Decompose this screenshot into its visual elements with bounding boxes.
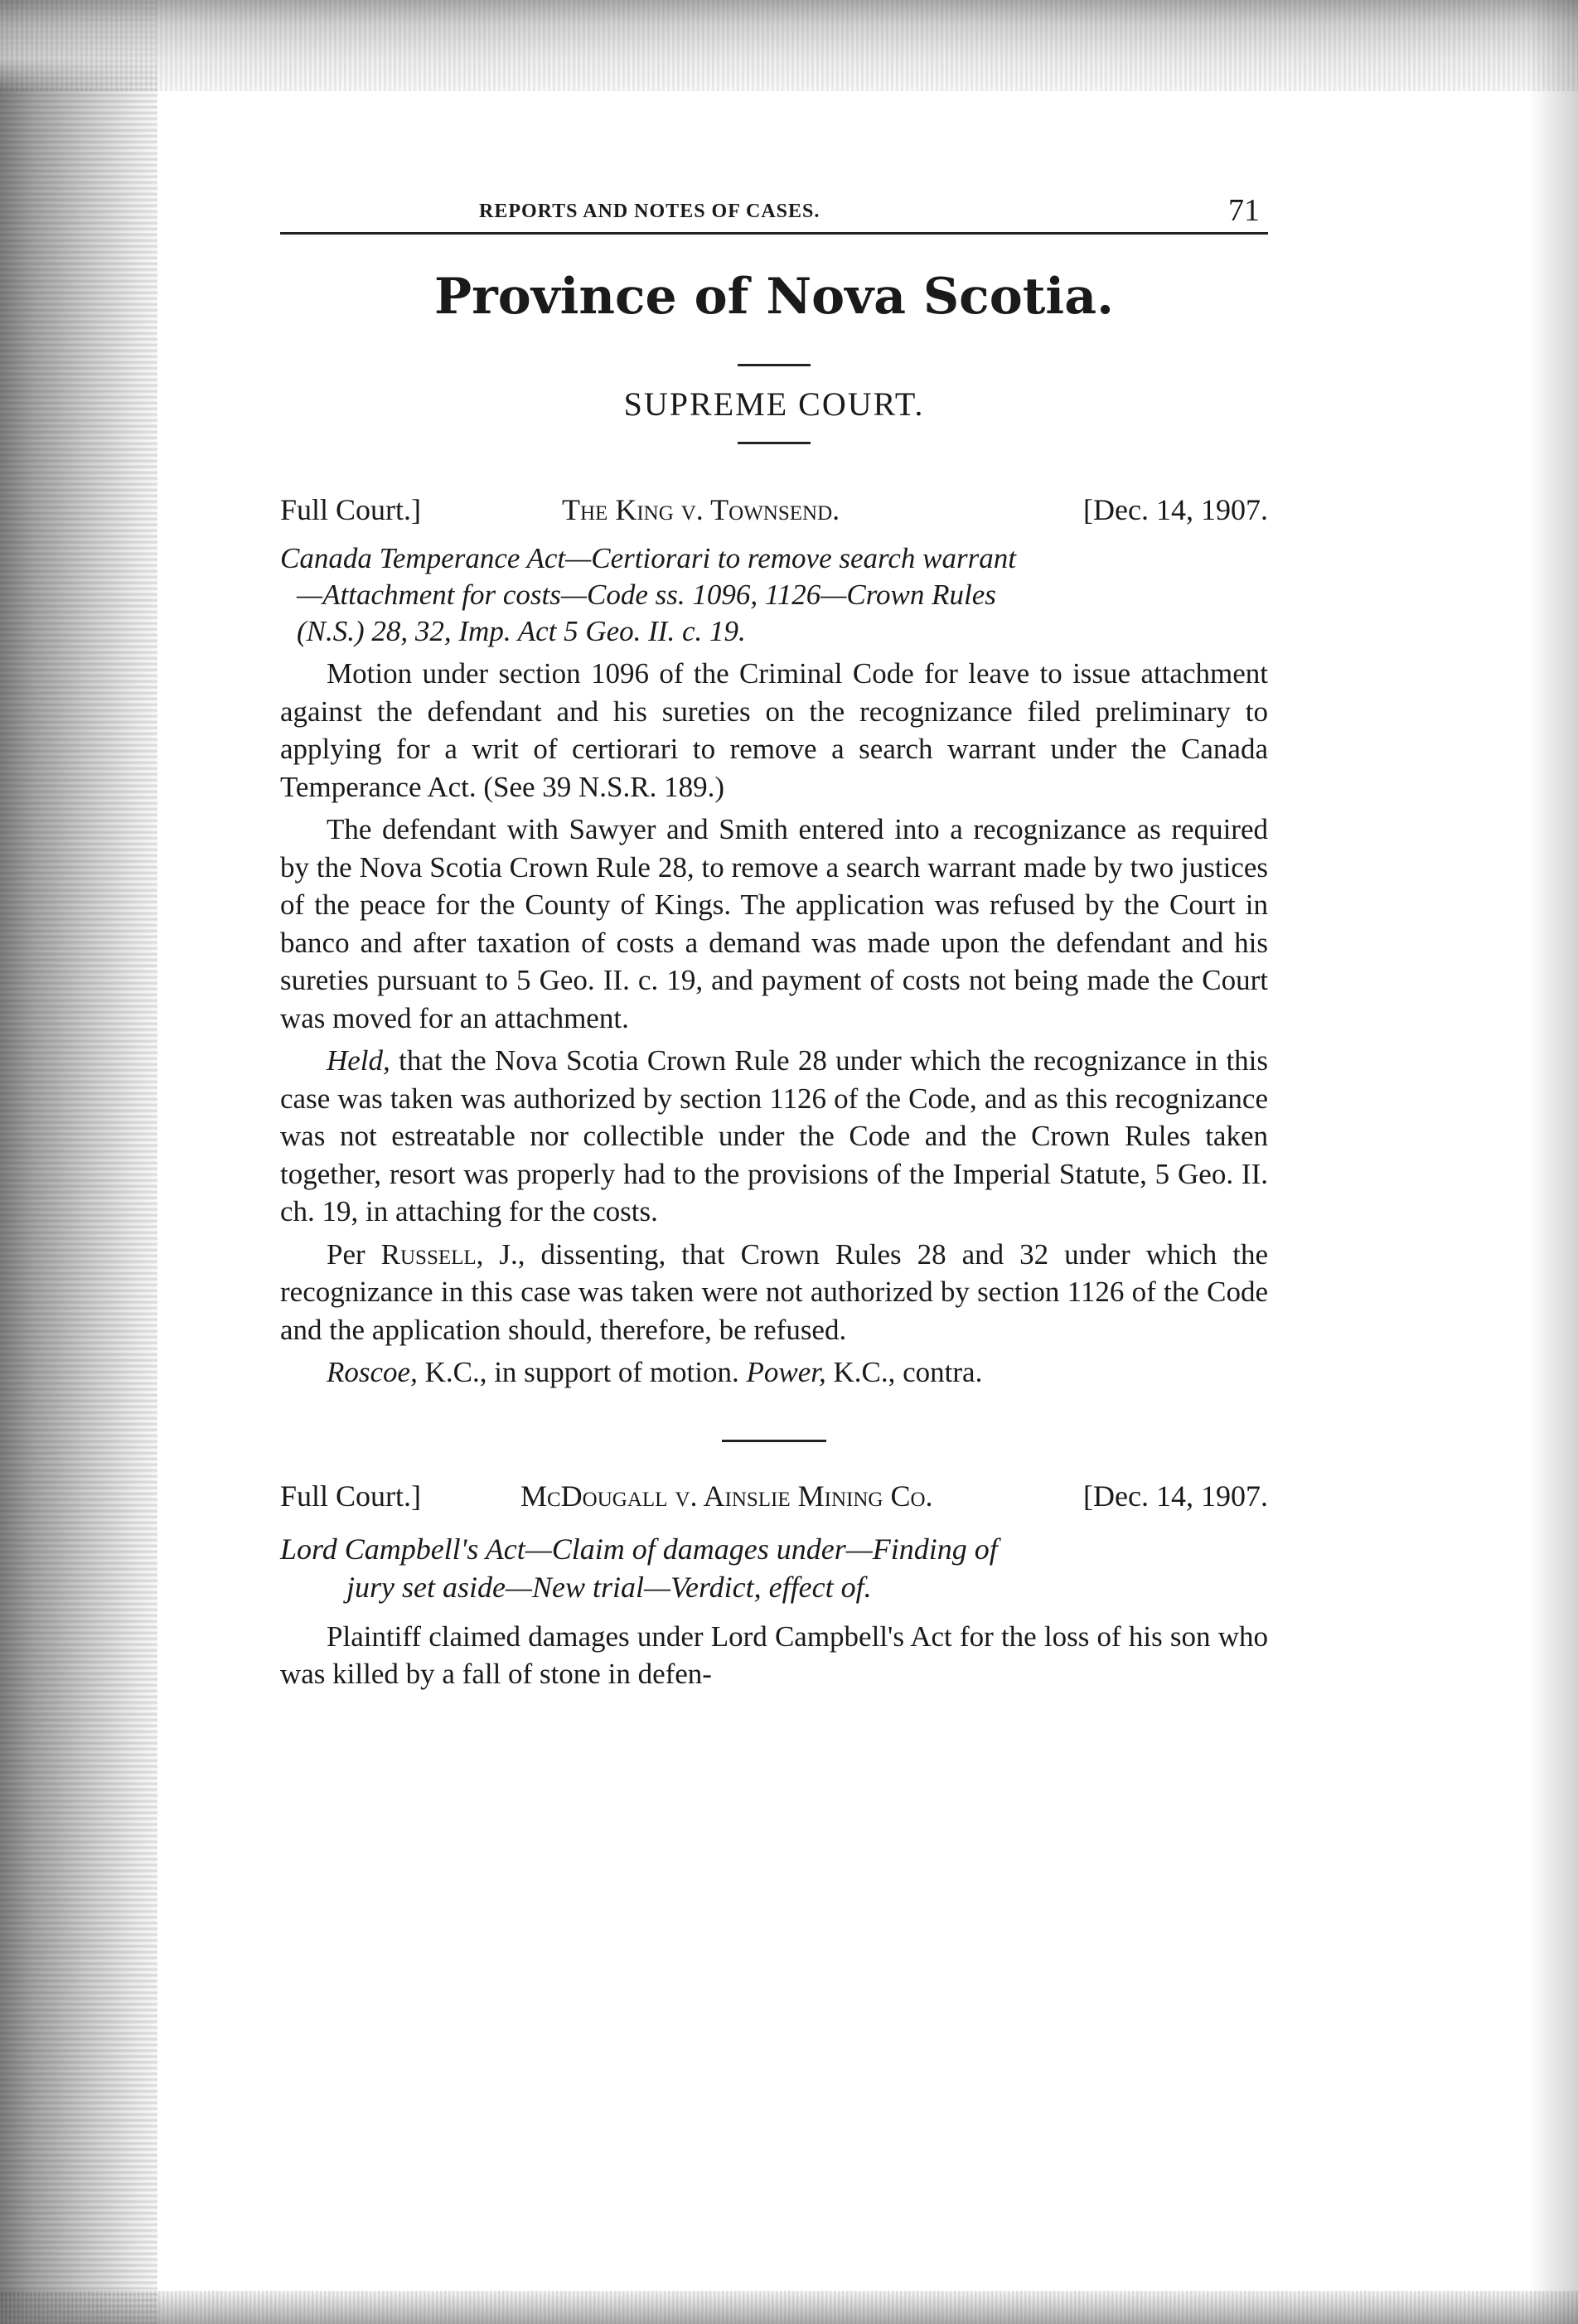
judge-name: Russell, J., [380,1237,525,1271]
running-title: REPORTS AND NOTES OF CASES. [479,201,820,222]
catchwords-line: Lord Campbell's Act—Claim of damages under—Finding of [280,1532,998,1566]
paragraph: Motion under section 1096 of the Criminal Code for leave to issue attachment against the defendant and his sureties on the recognizance filed preliminary to applying for a writ of certiorari to remove a search warrant under the Canada Temperance Act. (See 39 N.S.R. 189.) [280,657,1268,803]
document-page [280,182,1268,1693]
scan-edge-bottom [0,2291,1578,2324]
paragraph: Plaintiff claimed damages under Lord Campbell's Act for the loss of his son who was killed by a fall of stone in defen- [280,1620,1268,1690]
running-header [280,182,1268,235]
scan-edge-right [1528,0,1578,2324]
dissent-text: dissenting, that Crown Rules 28 and 32 under which the recognizance in this case was taken were not authorized by section 1126 of the Code and the application should, therefore, be refused. [280,1237,1269,1346]
case-date: [Dec. 14, 1907. [1083,1479,1268,1513]
per-label: Per [327,1237,365,1271]
case-court: Full Court.] [280,493,422,526]
province-title: Province of Nova Scotia. [434,268,1114,326]
case-title: The King v. Townsend. [562,493,840,526]
catchwords-line: —Attachment for costs—Code ss. 1096, 1126—Crown Rules [297,579,996,611]
case-heading [280,1479,1268,1523]
catchwords-line: Canada Temperance Act—Certiorari to remove search warrant [280,542,1016,574]
case-catchwords [280,540,1268,650]
case-title: McDougall v. Ainslie Mining Co. [520,1479,933,1513]
counsel-role: K.C., in support of motion. [424,1356,739,1388]
case-date: [Dec. 14, 1907. [1083,493,1268,526]
divider-rule [722,1440,826,1442]
paragraph-counsel [280,1353,1268,1392]
paragraph-dissent [280,1236,1268,1349]
counsel-name: Roscoe, [327,1356,418,1388]
page-number: 71 [1228,193,1260,228]
held-label: Held, [327,1044,390,1077]
court-name: SUPREME COURT. [623,385,925,423]
catchwords-line: jury set aside—New trial—Verdict, effect of. [346,1570,872,1604]
divider-rule [738,364,811,366]
paragraph-held [280,1042,1268,1231]
held-text: that the Nova Scotia Crown Rule 28 under which the recognizance in this case was taken was authorized by section 1126 of the Code, and as this recognizance was not estreatable nor collectible under the Code and the Crown Rules taken together, resort was properly had to the provisions of the Imperial Statute, 5 Geo. II. ch. 19, in attaching for the costs. [280,1044,1269,1227]
catchwords-line: (N.S.) 28, 32, Imp. Act 5 Geo. II. c. 19. [297,615,746,647]
case-catchwords [280,1530,1268,1606]
scan-edge-left [0,0,157,2324]
paragraph: The defendant with Sawyer and Smith entered into a recognizance as required by the Nova Scotia Crown Rule 28, to remove a search warrant made by two justices of the peace for the County of Kings. The application was refused by the Court in banco and after taxation of costs a demand was made upon the defendant and his sureties pursuant to 5 Geo. II. c. 19, and payment of costs not being made the Court was moved for an attachment. [280,813,1268,1034]
case-heading [280,492,1268,535]
scan-edge-top [0,0,1578,91]
counsel-name: Power, [746,1356,826,1388]
case-court: Full Court.] [280,1479,422,1513]
counsel-role: K.C., contra. [833,1356,983,1388]
